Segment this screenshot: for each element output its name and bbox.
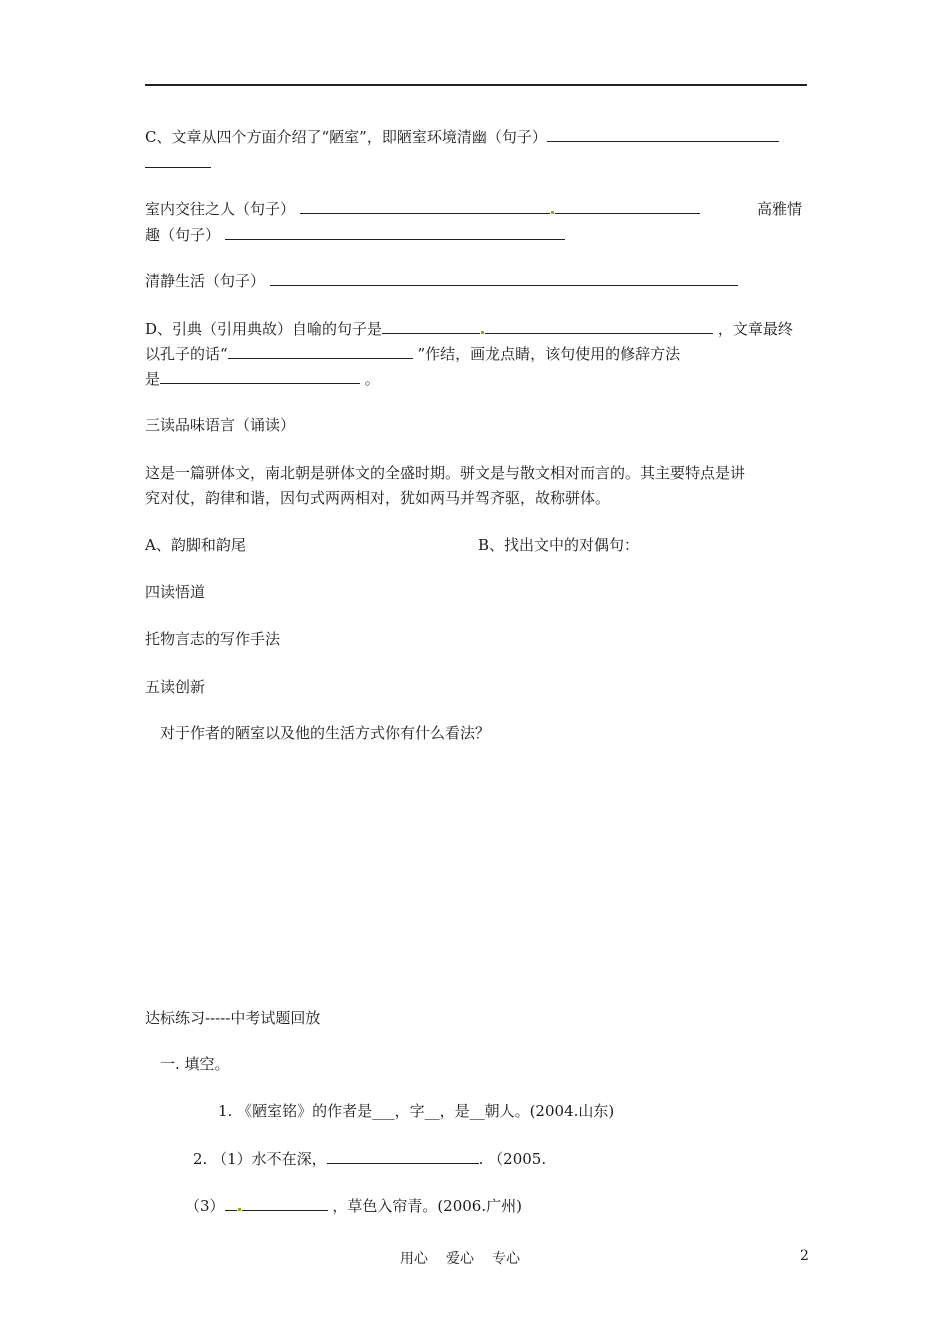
exercise-q3-text: （3） bbox=[185, 1197, 225, 1215]
answer-blank bbox=[225, 1195, 237, 1211]
exercise-part-1: 一. 填空。 bbox=[160, 1055, 230, 1073]
section-c-line-2 bbox=[145, 152, 211, 174]
answer-blank bbox=[225, 224, 565, 240]
footer-motto bbox=[400, 1248, 538, 1268]
answer-blank bbox=[300, 198, 550, 214]
answer-blank bbox=[382, 318, 480, 334]
exercise-q2 bbox=[193, 1148, 546, 1170]
section-d-allusion: D、引典（引用典故）自喻的句子是 bbox=[145, 320, 383, 338]
reading3-para-line-2: 究对仗，韵律和谐，因句式两两相对，犹如两马并驾齐驱，故称骈体。 bbox=[145, 489, 611, 507]
exercise-q3 bbox=[185, 1195, 522, 1217]
reading4-text: 托物言志的写作手法 bbox=[145, 630, 281, 648]
footer-item: 爱心 bbox=[446, 1251, 474, 1267]
period: 。 bbox=[364, 370, 380, 388]
section-c-life: 清静生活（句子） bbox=[145, 272, 266, 290]
reading4-heading: 四读悟道 bbox=[145, 583, 206, 601]
header-rule bbox=[145, 84, 807, 86]
section-c-line-1 bbox=[145, 126, 779, 148]
section-d-tail: ，文章最终 bbox=[717, 320, 793, 338]
reading3-item-b: B、找出文中的对偶句： bbox=[478, 536, 640, 554]
reading3-heading: 三读品味语言（诵读） bbox=[145, 416, 296, 434]
section-d-line-3 bbox=[145, 368, 380, 390]
section-c-line-5 bbox=[145, 270, 738, 292]
section-c-line-4 bbox=[145, 224, 565, 246]
reading5-heading: 五读创新 bbox=[145, 678, 206, 696]
footer-item: 专心 bbox=[492, 1251, 520, 1267]
section-d-line-1 bbox=[145, 318, 793, 340]
reading3-para-line-1: 这是一篇骈体文，南北朝是骈体文的全盛时期。骈文是与散文相对而言的。其主要特点是讲 bbox=[145, 464, 746, 482]
exercise-q1: 1. 《陋室铭》的作者是___，字__，是__朝人。(2004.山东) bbox=[218, 1102, 615, 1120]
answer-blank bbox=[228, 343, 413, 359]
reading5-question: 对于作者的陋室以及他的生活方式你有什么看法？ bbox=[160, 724, 491, 742]
answer-blank bbox=[242, 1195, 328, 1211]
exercise-heading: 达标练习-----中考试题回放 bbox=[145, 1009, 321, 1027]
exercise-q2-text: 2. （1）水不在深， bbox=[193, 1150, 327, 1168]
section-c-interest: 趣（句子） bbox=[145, 226, 221, 244]
answer-blank bbox=[485, 318, 713, 334]
page-number: 2 bbox=[800, 1248, 809, 1264]
answer-blank bbox=[327, 1148, 479, 1164]
exercise-q2-source: . （2005. bbox=[478, 1150, 547, 1168]
marker-dot bbox=[551, 211, 554, 214]
reading3-item-a: A、韵脚和韵尾 bbox=[145, 536, 246, 554]
answer-blank bbox=[145, 152, 211, 168]
marker-dot bbox=[481, 331, 484, 334]
footer-item: 用心 bbox=[400, 1251, 428, 1267]
section-c-line-3-end: 高雅情 bbox=[757, 200, 803, 218]
answer-blank bbox=[270, 270, 738, 286]
section-d-rhetoric: ”作结，画龙点睛，该句使用的修辞方法 bbox=[417, 345, 681, 363]
section-c-intro: C、文章从四个方面介绍了“陋室”，即陋室环境清幽（句子） bbox=[145, 128, 547, 146]
exercise-q3-source: ，草色入帘青。(2006.广州) bbox=[332, 1197, 522, 1215]
answer-blank bbox=[555, 198, 700, 214]
marker-dot bbox=[238, 1208, 241, 1211]
answer-blank bbox=[160, 368, 360, 384]
section-c-line-3 bbox=[145, 198, 700, 220]
section-c-people: 室内交往之人（句子） bbox=[145, 200, 296, 218]
answer-blank bbox=[547, 126, 779, 142]
section-d-is: 是 bbox=[145, 370, 161, 388]
section-d-confucius: 以孔子的话“ bbox=[145, 345, 228, 363]
section-d-line-2 bbox=[145, 343, 680, 365]
